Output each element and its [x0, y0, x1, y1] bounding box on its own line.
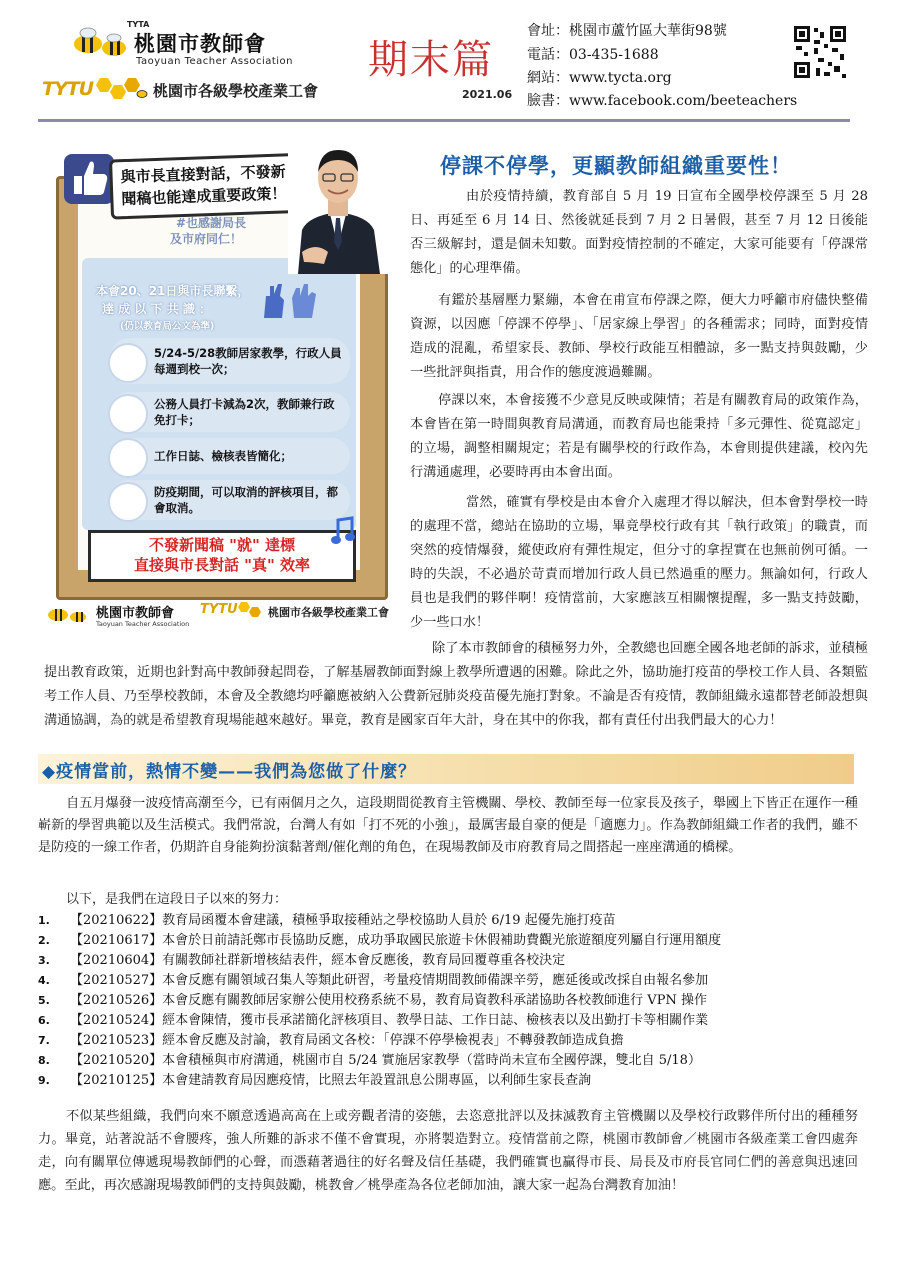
bee-logo-small-icon [46, 600, 90, 628]
article-paragraph-5: 除了本市教師會的積極努力外，全教總也回應全國各地老師的訴求，並積極提出教育政策，近期也針對高中教師發起問卷，了解基層教師面對線上教學所遭遇的困難。除此之外，協助施打疫苗的學校工作人員、各類監考工作人員、乃至學校教師，本會及全教總均呼籲應被納入公費新冠肺炎疫苗優先施打對象。不論是否有疫情，教師組織永遠都替老師設想與溝通協調，為的就是希望教育現場能越來越好。畢竟，教育是國家百年大計，身在其中的你我，都有責任付出我們最大的心力！ [44, 641, 868, 728]
hands-icon [256, 278, 324, 326]
banner-line-2: 聞稿也能達成重要政策！ [121, 184, 287, 209]
thanks-line-1: #也感謝局長 [176, 216, 247, 230]
slogan-line-2: 直接與市長對話 "真" 效率 [133, 556, 311, 574]
list-item: 6. 【20210524】經本會陳情，獲市長承諾簡化評核項目、教學日誌、工作日誌、檢核表以及出勤打卡等相關作業 [38, 1013, 709, 1028]
smiley-face-icon [108, 394, 148, 434]
header-divider [38, 119, 850, 122]
consensus-note: (仍以教育局公文為準) [120, 321, 215, 332]
thumbs-up-icon [62, 152, 116, 206]
tyta-tag: TYTA [127, 20, 150, 29]
contact-phone: 電話：03-435-1688 [527, 47, 659, 63]
contact-website[interactable]: 網站：www.tycta.org [527, 70, 672, 86]
consensus-item-4: 防疫期間，可以取消的評核項目，都會取消。 [110, 480, 350, 520]
closing-paragraph: 不似某些組織，我們向來不願意透過高高在上或旁觀者清的姿態，去恣意批評以及抹滅教育主管機關以及學校行政夥伴所付出的種種努力。畢竟，站著說話不會腰疼，強人所難的訴求不僅不會實現，亦將製造對立。疫情當前之際，桃園市教師會／桃園市各級產業工會四處奔走，向有關單位傳遞現場教師們的心聲，而憑藉著過往的好名聲及信任基礎，我們確實也贏得市長、局長及市府長官同仁們的善意與迅速回應。至此，再次感謝現場教師們的支持與鼓勵，桃教會／桃學產為各位老師加油，讓大家一起為台灣教育加油！ [38, 1109, 858, 1193]
mayor-photo [288, 134, 388, 274]
section-intro: 自五月爆發一波疫情高潮至今，已有兩個月之久，這段期間從教育主管機關、學校、教師至每一位家長及孩子，舉國上下皆正在運作一種嶄新的學習典範以及生活模式。我們常說，台灣人有如「打不死的小強」，最厲害最自豪的便是「適應力」。作為教師組織工作者的我們，雖不是防疫的一線工作者，仍期許自身能夠扮演黏著劑/催化劑的角色，在現場教師及市府教育局之間搭起一座座溝通的橋樑。 [38, 796, 858, 855]
footer-tytu: TYTU [200, 602, 238, 617]
consensus-item-3: 工作日誌、檢核表皆簡化； [110, 438, 350, 474]
consensus-line-1: 本會20、21日與市長聯繫， [96, 284, 250, 298]
thanks-line-2: 及市府同仁！ [170, 232, 243, 246]
footer-union: 桃園市各級學校產業工會 [268, 606, 389, 619]
article-paragraph-2: 有鑑於基層壓力緊繃，本會在甫宣布停課之際，便大力呼籲市府儘快整備資源，以因應「停課不停學」、「居家線上學習」的各種需求；同時，面對疫情造成的混亂，希望家長、教師、學校行政能互相體諒，多一點支持與鼓勵，少一些批評與指責，用合作的態度渡過難關。 [410, 293, 868, 380]
list-item: 3. 【20210604】有關教師社群新增核結表件，經本會反應後，教育局回覆尊重各校決定 [38, 953, 566, 968]
list-item: 9. 【20210125】本會建請教育局因應疫情，比照去年設置訊息公開專區，以利師生家長查詢 [38, 1073, 592, 1088]
contact-address: 會址：桃園市蘆竹區大華街98號 [527, 23, 727, 39]
list-item: 5. 【20210526】本會反應有關教師居家辦公使用校務系統不易，教育局資教科承諾協助各校教師進行 VPN 操作 [38, 993, 707, 1008]
masthead [0, 0, 904, 122]
tytu-logo: TYTU [42, 78, 94, 100]
smiley-face-icon [108, 482, 148, 522]
union-name-cn: 桃園市各級學校產業工會 [153, 82, 319, 100]
honeycomb-icon [92, 76, 148, 102]
article-title: 停課不停學，更顯教師組織重要性！ [440, 154, 792, 178]
list-item: 1. 【20210622】教育局函覆本會建議，積極爭取接種站之學校協助人員於 6/19 起優先施打疫苗 [38, 913, 616, 928]
org-name-cn: 桃園市教師會 [134, 32, 266, 56]
article-paragraph-4: 當然，確實有學校是由本會介入處理才得以解決，但本會對學校一時的處理不當，總站在協助的立場，畢竟學校行政有其「執行政策」的職責，而突然的疫情爆發，縱使政府有彈性規定，但分寸的拿捏實在也無前例可循。一時的失誤，不必過於苛責而增加行政人員已然過重的壓力。無論如何，行政人員也是我們的夥伴啊！疫情當前，大家應該互相關懷提醒，多一點支持鼓勵，少一些口水！ [410, 495, 868, 630]
contact-facebook[interactable]: 臉書：www.facebook.com/beeteachers [527, 93, 798, 109]
music-note-icon [330, 516, 356, 546]
honeycomb-small-icon [236, 600, 266, 620]
list-item: 2. 【20210617】本會於日前請託鄭市長協助反應，成功爭取國民旅遊卡休假補助費觀光旅遊額度列屬自行運用額度 [38, 933, 722, 948]
issue-title: 期末篇 [368, 37, 494, 83]
consensus-item-1: 5/24-5/28教師居家教學，行政人員每週到校一次； [110, 338, 350, 384]
consensus-item-2: 公務人員打卡減為2次，教師兼行政免打卡； [110, 392, 350, 432]
bee-logo-icon [70, 22, 132, 66]
article-paragraph-1: 由於疫情持續，教育部自 5 月 19 日宣布全國學校停課至 5 月 28 日、再延至 6 月 14 日、然後就延長到 7 月 2 日暑假，甚至 7 月 12 日後能否三級解封，還是個未知數。面對疫情控制的不確定，大家可能要有「停課常態化」的心理準備。 [410, 189, 868, 276]
footer-org-cn: 桃園市教師會 [96, 606, 175, 621]
list-item: 8. 【20210520】本會積極與市府溝通，桃園市自 5/24 實施居家教學（當時尚未宣布全國停課，雙北自 5/18） [38, 1053, 701, 1068]
consensus-line-2: 達 成 以 下 共 識 ： [102, 302, 212, 316]
smiley-face-icon [108, 343, 148, 383]
qr-code-icon[interactable] [792, 24, 848, 80]
slogan-line-1: 不發新聞稿 "就" 達標 [148, 536, 296, 554]
issue-date: 2021.06 [462, 88, 513, 101]
list-item: 7. 【20210523】經本會反應及討論，教育局函文各校：「停課不停學檢視表」不轉發教師造成負擔 [38, 1033, 624, 1048]
article-paragraph-3: 停課以來，本會接獲不少意見反映或陳情；若是有關教育局的政策作為，本會皆在第一時間與教育局溝通，而教育局也能秉持「多元彈性、從寬認定」的立場，調整相關規定；若是有關學校的行政作為，本會則提供建議，校內先行溝通處理，必要時再由本會出面。 [410, 393, 868, 480]
smiley-face-icon [108, 438, 148, 478]
info-banner [109, 152, 315, 219]
list-lead: 以下，是我們在這段日子以來的努力： [66, 892, 288, 907]
slogan-box [88, 530, 356, 582]
section-heading: ◆疫情當前，熱情不變——我們為您做了什麼？ [42, 762, 417, 782]
banner-line-1: 與市長直接對話，不發新 [120, 162, 286, 187]
infographic [40, 130, 402, 630]
org-name-en: Taoyuan Teacher Association [136, 56, 294, 67]
list-item: 4. 【20210527】本會反應有關領域召集人等類此研習，考量疫情期間教師備課辛勞，應延後或改採自由報名參加 [38, 973, 709, 988]
footer-org-en: Taoyuan Teacher Association [96, 620, 190, 628]
